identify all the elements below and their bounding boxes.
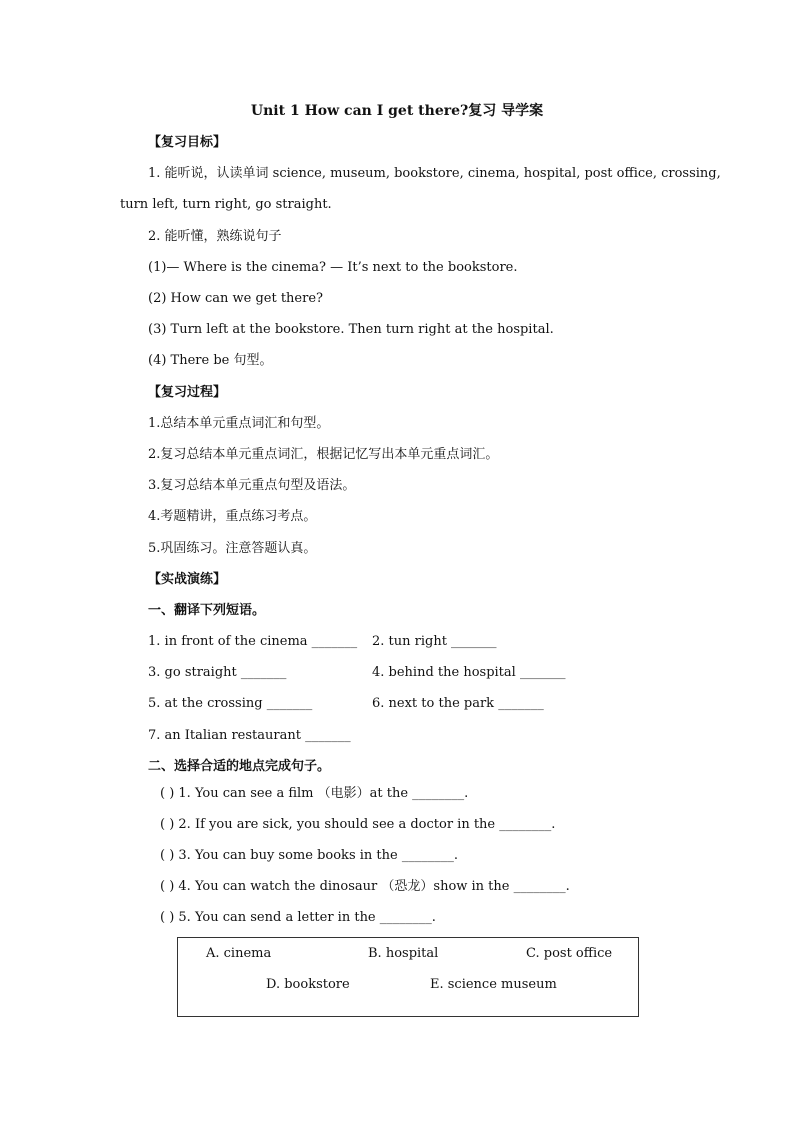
goal-2: 2. 能听懂，熟练说句子: [148, 229, 282, 244]
process-step: 2.复习总结本单元重点词汇，根据记忆写出本单元重点词汇。: [148, 447, 499, 462]
option-b: B. hospital: [368, 946, 439, 961]
goal-1-line-1: 1. 能听说，认读单词 science, museum, bookstore, cinema, hospital, post office, crossing,: [148, 166, 721, 181]
translate-item: 7. an Italian restaurant _______: [148, 728, 351, 743]
process-step: 1.总结本单元重点词汇和句型。: [148, 416, 330, 431]
goal-1-line-2: turn left, turn right, go straight.: [120, 197, 332, 212]
fill-blank-item: ( ) 5. You can send a letter in the ________.: [160, 910, 436, 925]
fill-blank-item: ( ) 3. You can buy some books in the ________.: [160, 848, 458, 863]
section-heading-practice: 【实战演练】: [148, 572, 227, 587]
translate-item: 1. in front of the cinema _______: [148, 634, 358, 649]
fill-blank-item: ( ) 1. You can see a film （电影）at the ________.: [160, 786, 469, 801]
sentence-item: (2) How can we get there?: [148, 291, 323, 306]
translate-item: 6. next to the park _______: [372, 696, 544, 711]
part-1-heading: 一、翻译下列短语。: [148, 603, 266, 618]
option-e: E. science museum: [430, 977, 557, 992]
translate-item: 4. behind the hospital _______: [372, 665, 566, 680]
fill-blank-item: ( ) 4. You can watch the dinosaur （恐龙）show in the ________.: [160, 879, 570, 894]
sentence-item: (3) Turn left at the bookstore. Then turn right at the hospital.: [148, 322, 554, 337]
page-title: Unit 1 How can I get there?复习 导学案: [250, 103, 544, 119]
process-step: 4.考题精讲，重点练习考点。: [148, 509, 317, 524]
option-a: A. cinema: [206, 946, 272, 961]
translate-item: 5. at the crossing _______: [148, 696, 313, 711]
translate-item: 2. tun right _______: [372, 634, 497, 649]
section-heading-goals: 【复习目标】: [148, 135, 227, 150]
sentence-item: (1)— Where is the cinema? — It’s next to the bookstore.: [148, 260, 518, 275]
process-step: 3.复习总结本单元重点句型及语法。: [148, 478, 356, 493]
fill-blank-item: ( ) 2. If you are sick, you should see a doctor in the ________.: [160, 817, 556, 832]
option-d: D. bookstore: [266, 977, 350, 992]
options-box: [177, 937, 639, 1017]
translate-item: 3. go straight _______: [148, 665, 287, 680]
process-step: 5.巩固练习。注意答题认真。: [148, 541, 317, 556]
sentence-item: (4) There be 句型。: [148, 353, 273, 368]
section-heading-process: 【复习过程】: [148, 385, 227, 400]
option-c: C. post office: [526, 946, 613, 961]
part-2-heading: 二、选择合适的地点完成句子。: [148, 759, 331, 774]
